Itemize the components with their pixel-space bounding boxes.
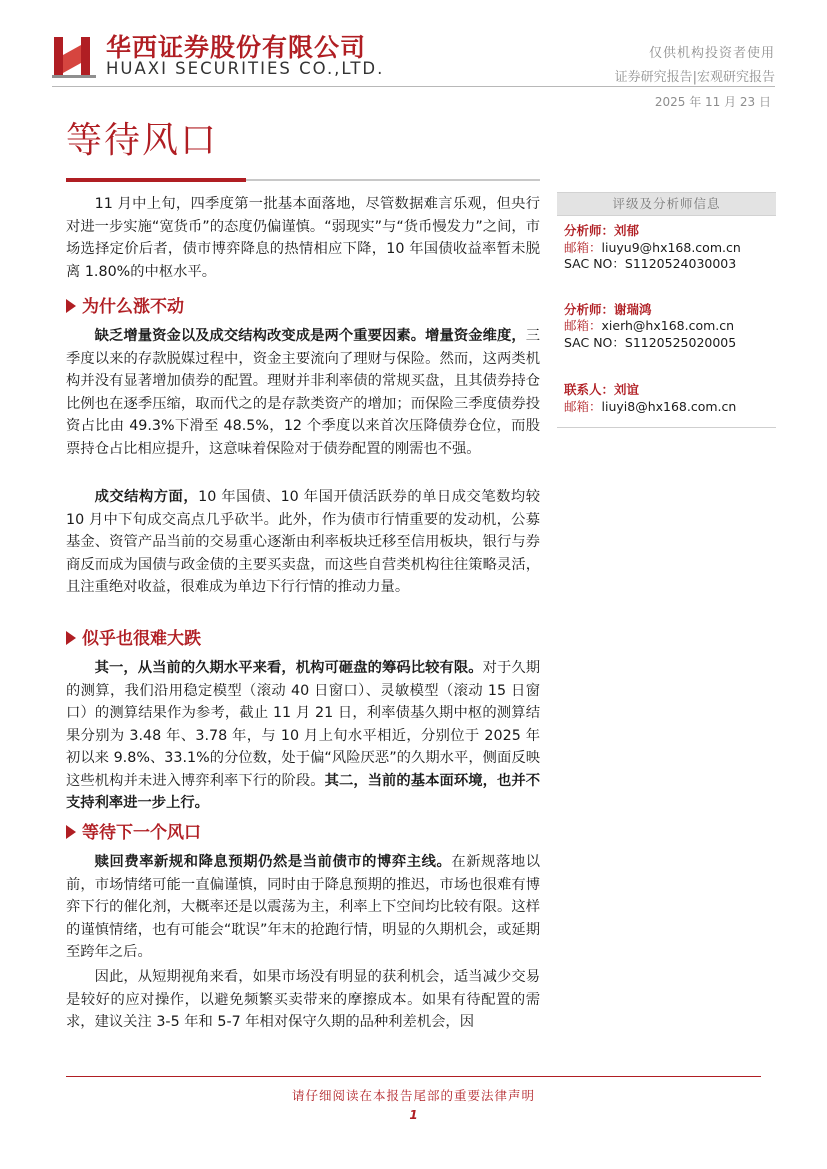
analyst-sac: SAC NO：S1120524030003	[564, 256, 737, 271]
intro-paragraph: 11 月中上旬，四季度第一批基本面落地，尽管数据难言乐观，但央行对进一步实施“宽货币”的态度仍偏谨慎。“弱现实”与“货币慢发力”之间，市场选择定价后者，债市博弈降息的热情相应下降，10 年国债收益率暂未脱离 1.80%的中枢水平。	[66, 196, 540, 280]
section-heading-3: 等待下一个风口	[66, 818, 201, 843]
email-link[interactable]: xierh@hx168.com.cn	[601, 318, 735, 333]
page-title: 等待风口	[66, 120, 219, 161]
analyst-email: 邮箱：liuyu9@hx168.com.cn	[564, 240, 741, 255]
analyst-sac: SAC NO：S1120525020005	[564, 335, 737, 350]
analyst-label: 分析师：刘郁	[564, 223, 640, 238]
paragraph-s1-1: 缺乏增量资金以及成交结构改变成是两个重要因素。增量资金维度，三季度以来的存款脱媒过程中，资金主要流向了理财与保险。然而，这两类机构并没有显著增加债券的配置。理财并非利率债的常规买盘，且其债券持仓比例也在逐季压缩，取而代之的是存款类资产的增加；而保险三季度债券投资占比由 49.3%下滑至 48.5%，12 个季度以来首次压降债券仓位，而股票持仓占比相应提升，这意味着保险对于债券配置的刚需也不强。	[66, 328, 540, 457]
footer-divider	[66, 1076, 761, 1077]
contact-label: 联系人：刘谊	[564, 382, 640, 397]
sidebar-divider	[557, 427, 776, 428]
paragraph-s3-2: 因此，从短期视角来看，如果市场没有明显的获利机会，适当减少交易是较好的应对操作，以避免频繁买卖带来的摩擦成本。如果有待配置的需求，建议关注 3-5 年和 5-7 年相对保守久期的品种利差机会，因	[66, 969, 540, 1030]
triangle-bullet-icon	[66, 825, 76, 839]
report-date: 2025 年 11 月 23 日	[654, 95, 771, 109]
triangle-bullet-icon	[66, 631, 76, 645]
page-number: 1	[409, 1108, 418, 1122]
triangle-bullet-icon	[66, 299, 76, 313]
huaxi-logo-icon	[52, 33, 96, 79]
company-name-en: HUAXI SECURITIES CO.,LTD.	[106, 59, 385, 78]
header-divider	[52, 86, 775, 87]
email-link[interactable]: liuyi8@hx168.com.cn	[601, 399, 737, 414]
paragraph-s1-2: 成交结构方面，10 年国债、10 年国开债活跃券的单日成交笔数均较 10 月中下旬成交高点几乎砍半。此外，作为债市行情重要的发动机，公募基金、资管产品当前的交易重心逐渐由利率板块迁移至信用板块，银行与券商反而成为国债与政金债的主要买卖盘，而这些自营类机构往往策略灵活，且注重绝对收益，很难成为单边下行行情的推动力量。	[66, 489, 540, 595]
title-underline	[246, 179, 540, 181]
contact-email: 邮箱：liuyi8@hx168.com.cn	[564, 399, 737, 414]
section-heading-2: 似乎也很难大跌	[66, 624, 201, 649]
section-heading-1: 为什么涨不动	[66, 292, 184, 317]
analyst-label: 分析师：谢瑞鸿	[564, 302, 652, 317]
paragraph-s2-1: 其一，从当前的久期水平来看，机构可砸盘的筹码比较有限。对于久期的测算，我们沿用稳定模型（滚动 40 日窗口）、灵敏模型（滚动 15 日窗口）的测算结果作为参考，截止 11 月 21 日，利率债基久期中枢的测算结果分别为 3.48 年、3.78 年，与 10 月上旬水平相近，分别位于 2025 年初以来 9.8%、33.1%的分位数，处于偏“风险厌恶”的久期水平，侧面反映这些机构并未进入博弈利率下行的阶段。其二，当前的基本面环境，也并不支持利率进一步上行。	[66, 660, 541, 811]
report-type: 证券研究报告|宏观研究报告	[614, 70, 775, 85]
paragraph-s3-1: 赎回费率新规和降息预期仍然是当前债市的博弈主线。在新规落地以前，市场情绪可能一直偏谨慎，同时由于降息预期的推迟，市场也很难有博弈下行的催化剂，大概率还是以震荡为主，利率上下空间均比较有限。这样的谨慎情绪，也有可能会“耽误”年末的抢跑行情，明显的久期机会，或延期至跨年之后。	[66, 854, 541, 960]
company-name-cn: 华西证券股份有限公司	[106, 33, 367, 62]
title-underline-accent	[66, 178, 246, 182]
audience-note: 仅供机构投资者使用	[648, 46, 775, 61]
analyst-email: 邮箱：xierh@hx168.com.cn	[564, 318, 735, 333]
email-link[interactable]: liuyu9@hx168.com.cn	[601, 240, 741, 255]
legal-disclaimer: 请仔细阅读在本报告尾部的重要法律声明	[291, 1088, 535, 1103]
sidebar-header: 评级及分析师信息	[557, 192, 776, 216]
